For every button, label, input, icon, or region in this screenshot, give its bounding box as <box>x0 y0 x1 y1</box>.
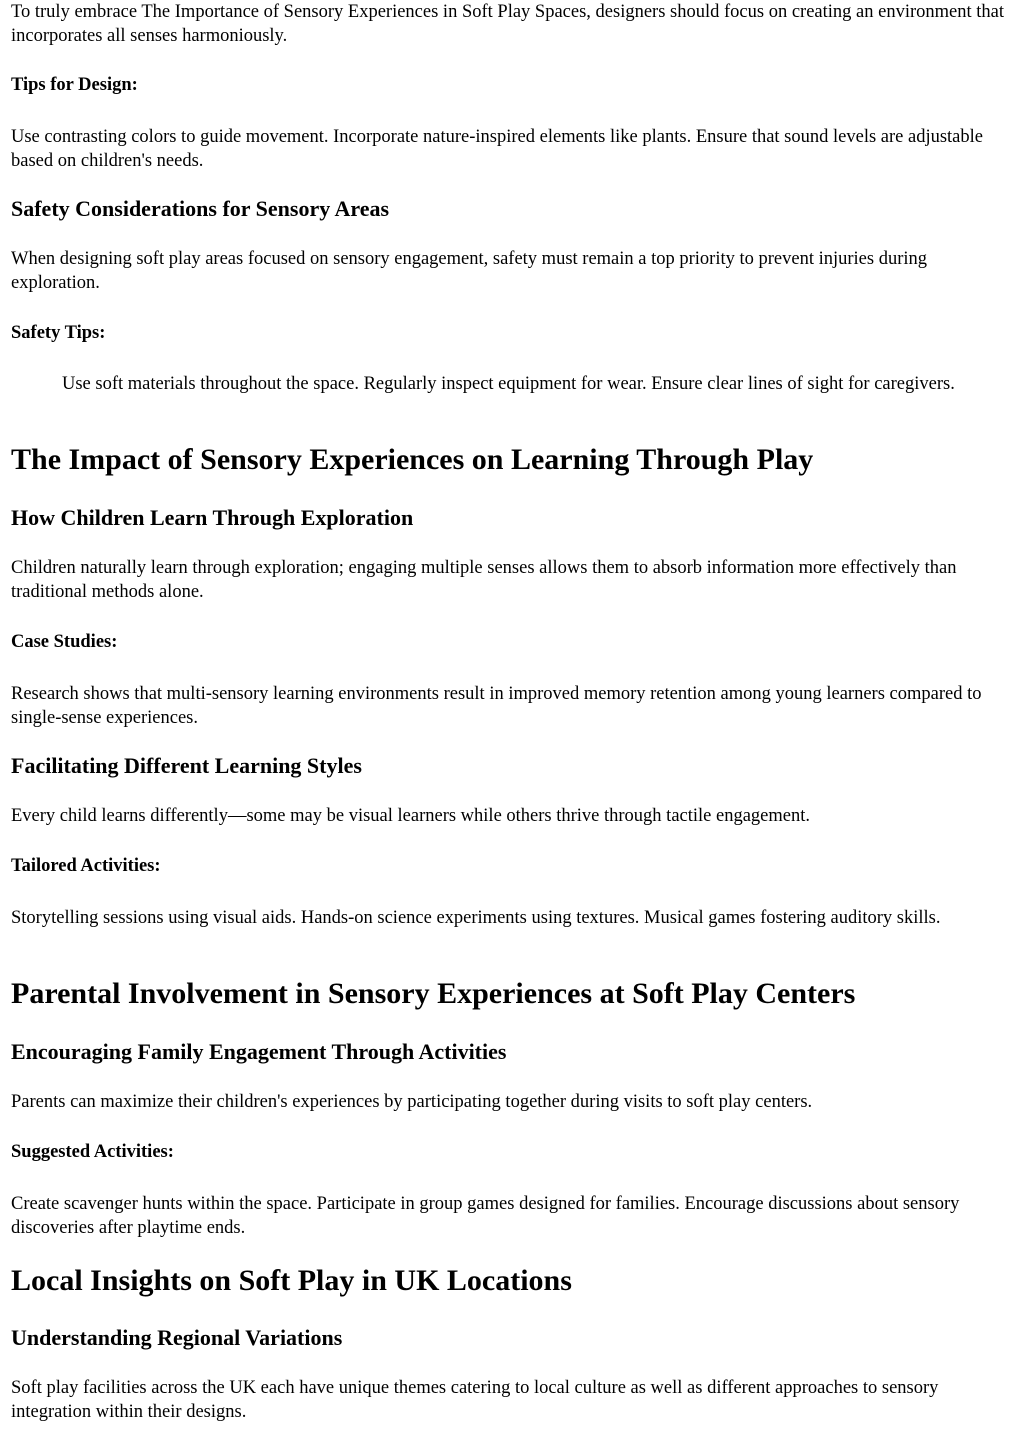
safety-considerations-heading: Safety Considerations for Sensory Areas <box>11 196 390 221</box>
regional-variations-paragraph: Soft play facilities across the UK each have unique themes catering to local culture as well as different approaches to sensory integration within their designs. <box>11 1378 939 1422</box>
exploration-paragraph: Children naturally learn through exploration; engaging multiple senses allows them to absorb information more effectively than traditional methods alone. <box>11 558 957 602</box>
safety-considerations-paragraph: When designing soft play areas focused on sensory engagement, safety must remain a top priority to prevent injuries during exploration. <box>11 249 928 293</box>
tailored-activities-paragraph: Storytelling sessions using visual aids. Hands-on science experiments using textures. Musical games fostering auditory skills. <box>11 908 941 928</box>
exploration-heading: How Children Learn Through Exploration <box>11 505 414 530</box>
safety-tips-heading: Safety Tips: <box>11 323 106 343</box>
tips-design-heading: Tips for Design: <box>11 75 138 95</box>
family-engagement-heading: Encouraging Family Engagement Through Activities <box>11 1039 507 1064</box>
case-studies-paragraph: Research shows that multi-sensory learning environments result in improved memory retention among young learners compared to single-sense experiences. <box>11 684 982 728</box>
suggested-activities-heading: Suggested Activities: <box>11 1142 174 1162</box>
case-studies-heading: Case Studies: <box>11 632 118 652</box>
learning-styles-heading: Facilitating Different Learning Styles <box>11 753 362 778</box>
tips-design-paragraph: Use contrasting colors to guide movement. Incorporate nature-inspired elements like plants. Ensure that sound levels are adjustable based on children's needs. <box>11 127 983 171</box>
family-engagement-paragraph: Parents can maximize their children's experiences by participating together during visits to soft play centers. <box>11 1092 813 1112</box>
learning-styles-paragraph: Every child learns differently—some may be visual learners while others thrive through tactile engagement. <box>11 806 811 826</box>
regional-variations-heading: Understanding Regional Variations <box>11 1325 343 1350</box>
tailored-activities-heading: Tailored Activities: <box>11 856 161 876</box>
intro-paragraph: To truly embrace The Importance of Sensory Experiences in Soft Play Spaces, designers should focus on creating an environment that incorporates all senses harmoniously. <box>11 2 1004 46</box>
parental-involvement-heading: Parental Involvement in Sensory Experiences at Soft Play Centers <box>11 977 856 1010</box>
local-insights-heading: Local Insights on Soft Play in UK Locations <box>11 1264 572 1297</box>
impact-learning-heading: The Impact of Sensory Experiences on Learning Through Play <box>11 443 814 476</box>
suggested-activities-paragraph: Create scavenger hunts within the space. Participate in group games designed for families. Encourage discussions about sensory discoveries after playtime ends. <box>11 1194 960 1238</box>
safety-tips-blockquote: Use soft materials throughout the space. Regularly inspect equipment for wear. Ensure clear lines of sight for caregivers. <box>62 374 955 394</box>
